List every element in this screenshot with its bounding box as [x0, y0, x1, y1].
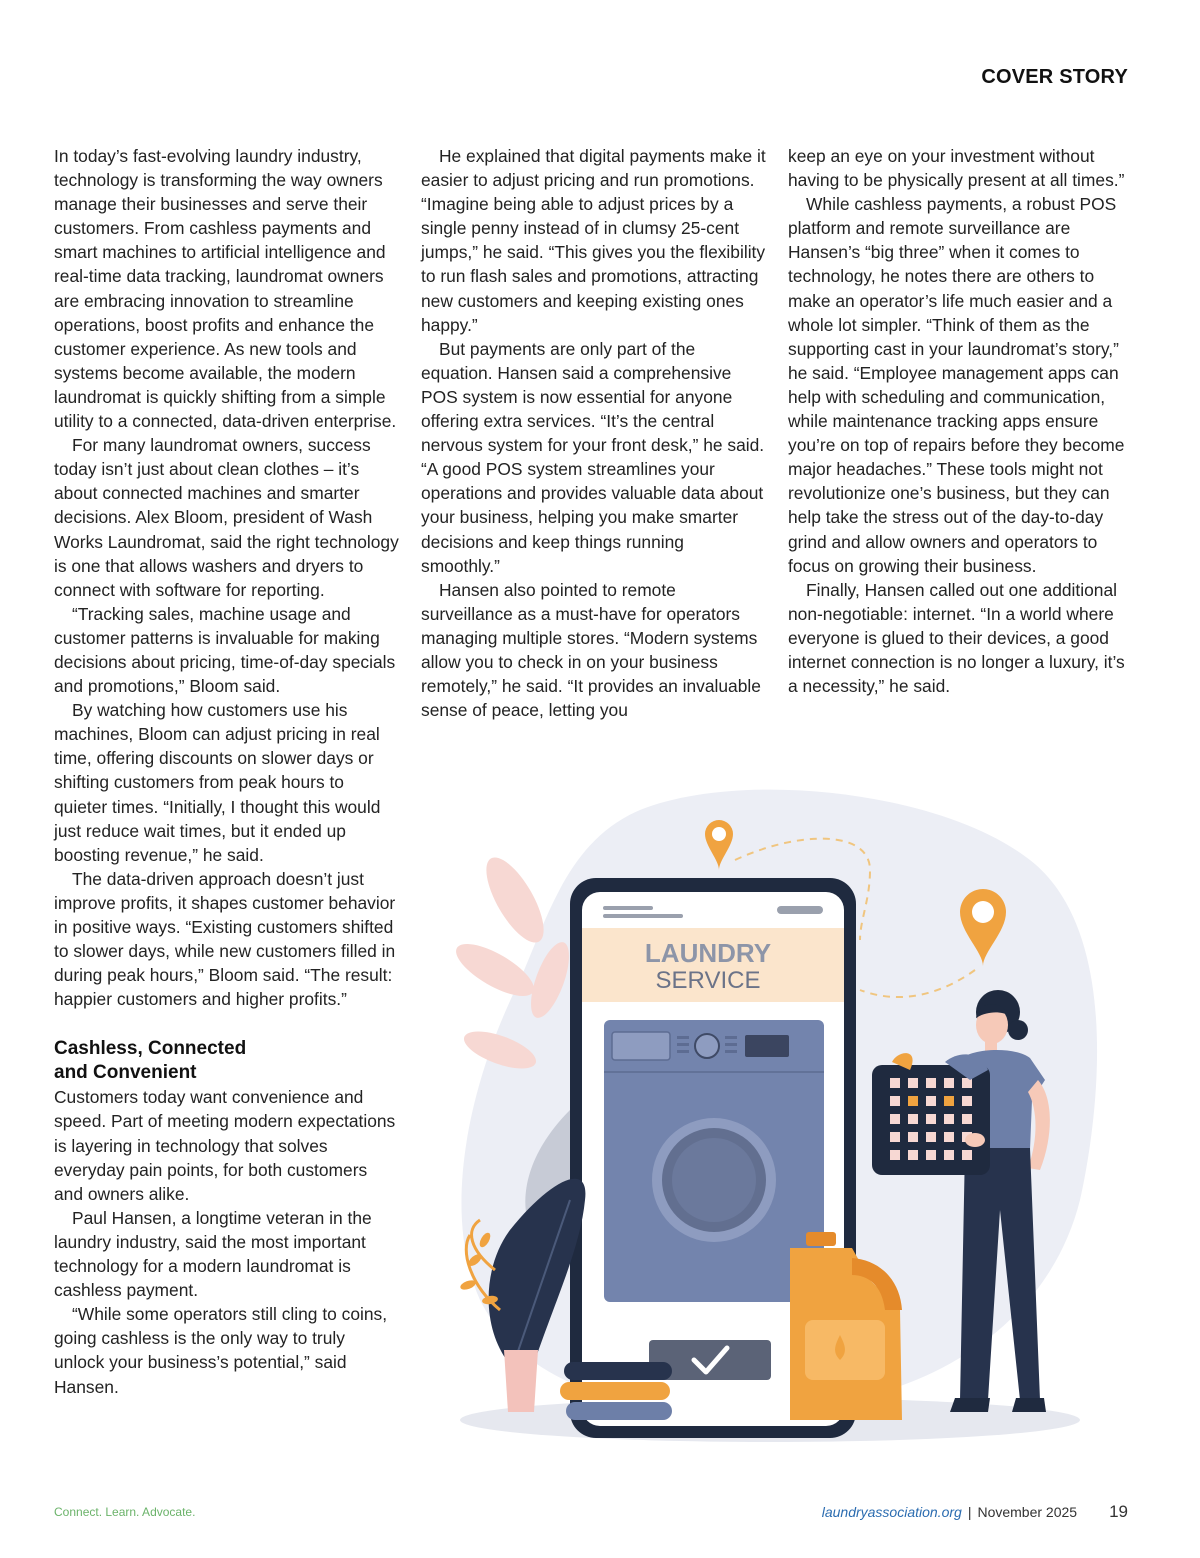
paragraph: keep an eye on your investment without having to be physically present at all times.” — [788, 146, 1125, 191]
section-label: COVER STORY — [981, 66, 1128, 88]
paragraph: He explained that digital payments make it easier to adjust pricing and run promotions. “Imagine being able to adjust prices by a single penny instead of in clumsy 25-cent jumps,” he said. “This gives you the flexibility to run flash sales and promotions, attracting new customers and keeping existing ones happy.” — [421, 146, 766, 335]
issue-date: November 2025 — [977, 1504, 1078, 1520]
separator: | — [967, 1504, 972, 1520]
illustration-text-line2: SERVICE — [655, 967, 761, 994]
folded-towels-icon — [560, 1362, 672, 1420]
paragraph: For many laundromat owners, success today isn’t just about clean clothes – it’s about connected machines and smarter decisions. Alex Bloom, president of Wash Works Laundromat, said the right technology is one that allows washers and dryers to connect with software for reporting. — [54, 435, 399, 600]
paragraph: The data-driven approach doesn’t just improve profits, it shapes customer behavior in positive ways. “Existing customers shifted to slower days, while new customers filled in during peak hours,” Bloom said. “The result: happier customers and higher profits.” — [54, 868, 396, 1010]
paragraph: “Tracking sales, machine usage and customer patterns is invaluable for making decisions about pricing, time-of-day specials and promotions,” Bloom said. — [54, 603, 396, 697]
paragraph: Customers today want convenience and speed. Part of meeting modern expectations is layering in technology that solves everyday pain points, for both customers and owners alike. — [54, 1087, 396, 1204]
paragraph: Finally, Hansen called out one additional non-negotiable: internet. “In a world where everyone is glued to their devices, a good internet connection is no longer a luxury, it’s a necessity,” he said. — [788, 579, 1125, 697]
paragraph: While cashless payments, a robust POS platform and remote surveillance are Hansen’s “big three” when it comes to technology, he notes there are others to make an operator’s life much easier and a whole lot simpler. “Think of them as the supporting cast in your laundromat’s story,” he said. “Employee management apps can help with scheduling and communication, while maintenance tracking apps ensure you’re on top of repairs before they become major headaches.” These tools might not revolutionize one’s business, but they can help take the stress out of the day-to-day grind and allow owners and operators to focus on growing their business. — [788, 194, 1125, 576]
article-column-1 — [54, 144, 399, 1399]
paragraph: By watching how customers use his machines, Bloom can adjust pricing in real time, offering discounts on slower days or shifting customers from peak hours to quieter times. “Initially, I thought this would just reduce wait times, but it ended up boosting revenue,” he said. — [54, 700, 381, 865]
paragraph: Paul Hansen, a longtime veteran in the laundry industry, said the most important technology for a modern laundromat is cashless payment. — [54, 1207, 372, 1301]
article-column-2 — [421, 144, 766, 722]
paragraph: But payments are only part of the equation. Hansen said a comprehensive POS system is now essential for anyone offering extra services. “It’s the central nervous system for your front desk,” he said. “A good POS system streamlines your operations and provides valuable data about your business, helping you make smarter decisions and keep things running smoothly.” — [421, 338, 765, 576]
website-link[interactable]: laundryassociation.org — [821, 1504, 962, 1520]
paragraph: “While some operators still cling to coins, going cashless is the only way to truly unlock your business’s potential,” said Hansen. — [54, 1304, 388, 1397]
page-number: 19 — [1109, 1502, 1128, 1521]
paragraph: In today’s fast-evolving laundry industry, technology is transforming the way owners manage their businesses and serve their customers. From cashless payments and smart machines to artificial intelligence and real-time data tracking, laundromat owners are embracing innovation to streamline operations, boost profits and enhance the customer experience. As new tools and systems become available, the modern laundromat is quickly shifting from a simple utility to a connected, data-driven enterprise. — [54, 146, 397, 432]
footer-tagline: Connect. Learn. Advocate. — [54, 1505, 196, 1519]
illustration-text-line1: LAUNDRY — [644, 938, 772, 968]
footer-info — [822, 1502, 1128, 1522]
paragraph: Hansen also pointed to remote surveillance as a must-have for operators managing multiple stores. “Modern systems allow you to check in on your business remotely,” he said. “It provides an invaluable sense of peace, letting you — [421, 579, 761, 721]
subheading: Cashless, Connected and Convenient — [54, 1038, 247, 1084]
laundry-service-illustration — [440, 780, 1120, 1450]
article-column-3 — [788, 144, 1133, 698]
